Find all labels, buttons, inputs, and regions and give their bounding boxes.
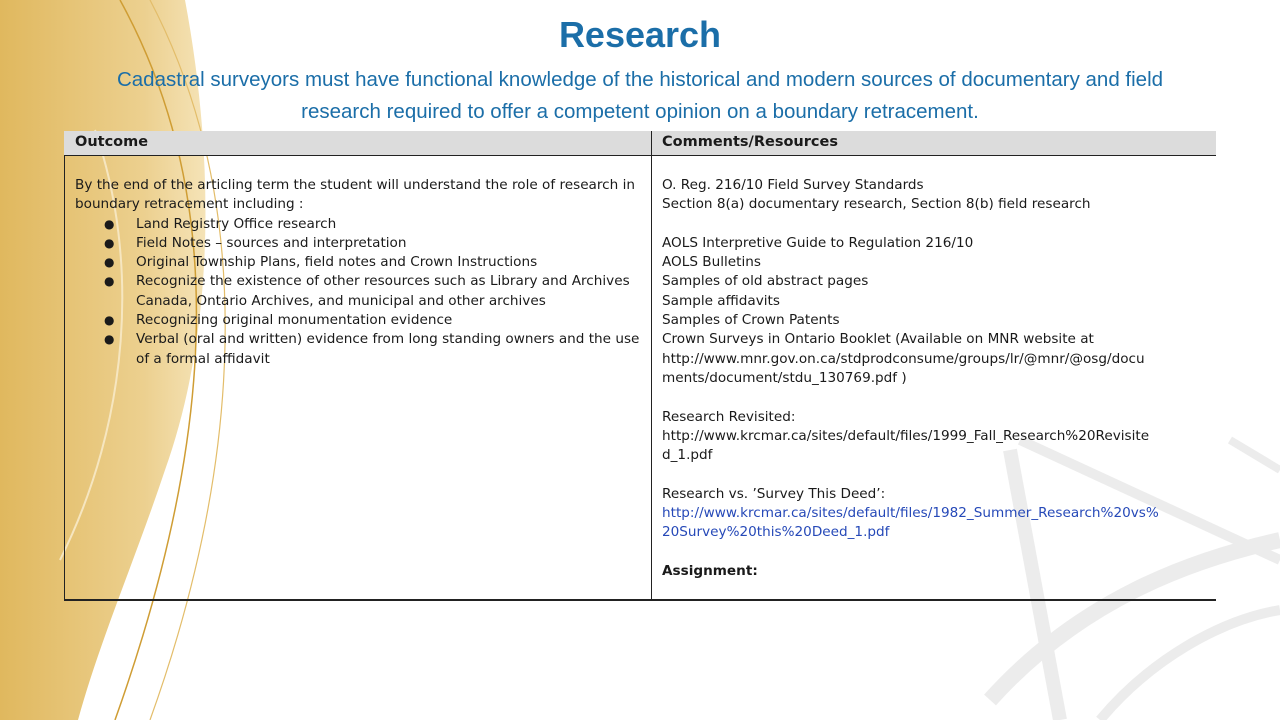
bullet-icon: ● (104, 332, 115, 347)
table-header-row (64, 131, 1216, 156)
resource-line: AOLS Bulletins (662, 254, 761, 271)
resource-line: Research Revisited: (662, 408, 796, 425)
page-subtitle: Cadastral surveyors must have functional knowledge of the historical and modern sources of documentary and field research required to offer a competent opinion on a boundary retracement. (116, 68, 1164, 123)
research-vs-survey-link[interactable]: http://www.krcmar.ca/sites/default/files/1982_Summer_Research%20vs% (662, 505, 1159, 522)
list-item: ● Recognizing original monumentation evidence (75, 311, 640, 330)
header-outcome: Outcome (75, 134, 149, 150)
spacer (662, 543, 1216, 562)
resource-line: Crown Surveys in Ontario Booklet (Available on MNR website at (662, 331, 1094, 348)
resource-line: Section 8(a) documentary research, Section 8(b) field research (662, 196, 1091, 213)
list-item: ● Land Registry Office research (75, 215, 640, 234)
list-item: ● Original Township Plans, field notes and Crown Instructions (75, 253, 640, 272)
bullet-icon: ● (104, 235, 115, 250)
resources-cell (662, 176, 1216, 581)
header-comments-resources: Comments/Resources (662, 134, 838, 150)
outcome-bullet-list (75, 215, 640, 369)
resource-line: Research vs. ’Survey This Deed’: (662, 485, 886, 502)
resource-line: Samples of Crown Patents (662, 312, 840, 329)
resource-line: Samples of old abstract pages (662, 273, 869, 290)
bullet-icon: ● (104, 313, 115, 328)
list-item: ● Verbal (oral and written) evidence from long standing owners and the use of a formal affidavit (104, 331, 640, 367)
outcome-intro: By the end of the articling term the student will understand the role of research in boundary retracement including : (75, 177, 635, 213)
resource-line: O. Reg. 216/10 Field Survey Standards (662, 177, 924, 193)
outcome-table (64, 131, 1216, 601)
resource-url: d_1.pdf (662, 447, 713, 464)
resource-line: AOLS Interpretive Guide to Regulation 216/10 (662, 234, 974, 251)
column-divider (651, 131, 652, 601)
page-title: Research (558, 14, 722, 55)
list-item: ● Recognize the existence of other resources such as Library and Archives Canada, Ontario Archives, and municipal and other archives (104, 273, 630, 309)
resource-url: http://www.krcmar.ca/sites/default/files/1999_Fall_Research%20Revisite (662, 427, 1150, 444)
resource-url: http://www.mnr.gov.on.ca/stdprodconsume/groups/lr/@mnr/@osg/docu (662, 350, 1145, 367)
assignment-label: Assignment: (662, 562, 758, 579)
bullet-icon: ● (104, 274, 115, 289)
spacer (662, 215, 1216, 234)
bullet-icon: ● (104, 216, 115, 231)
spacer (662, 465, 1216, 484)
bullet-icon: ● (104, 255, 115, 270)
research-vs-survey-link[interactable]: 20Survey%20this%20Deed_1.pdf (662, 524, 890, 541)
list-item: ● Field Notes – sources and interpretation (75, 234, 640, 253)
resource-line: Sample affidavits (662, 292, 780, 309)
spacer (662, 388, 1216, 407)
outcome-cell (75, 176, 640, 369)
resource-url: ments/document/stdu_130769.pdf ) (662, 369, 907, 386)
